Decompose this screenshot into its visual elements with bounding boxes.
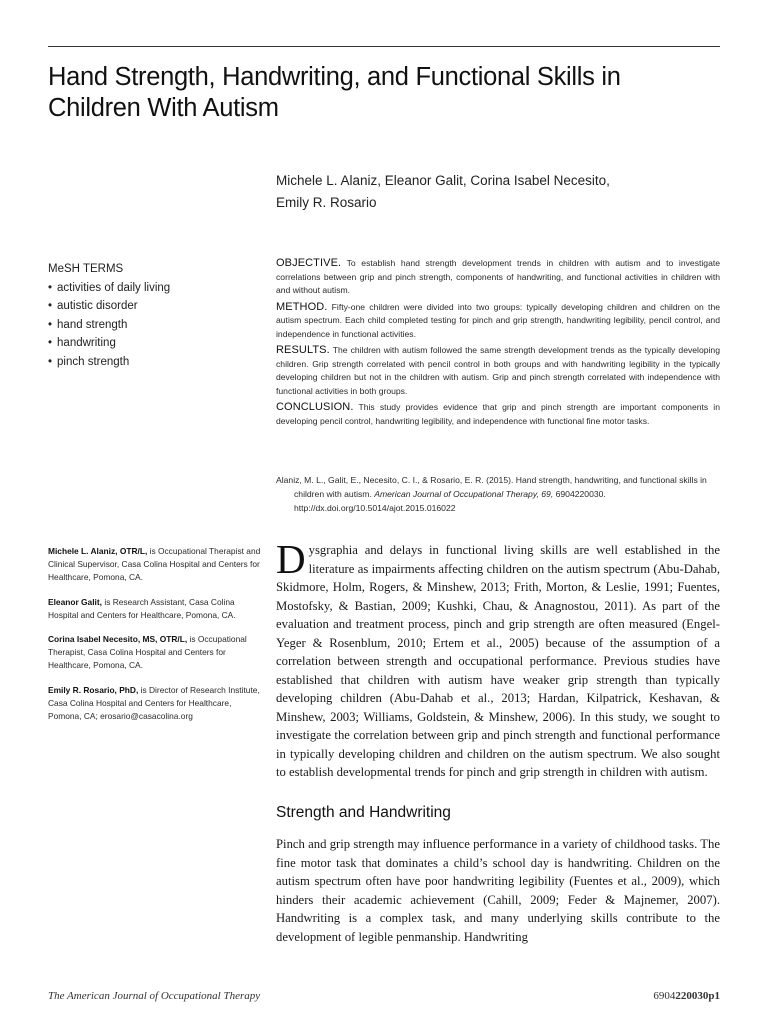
top-rule [48, 46, 720, 47]
affiliation-text: is Occupational Therapist, Casa Colina Hospital and Centers for Healthcare, Pomona, CA. [48, 634, 247, 671]
abstract-conclusion-text: This study provides evidence that grip and pinch strength are important components in developing pencil control, handwriting legibility, and independence with functional fine motor tasks. [276, 402, 720, 426]
footer-journal-name: The American Journal of Occupational Therapy [48, 990, 261, 1002]
drop-cap: D [276, 536, 306, 582]
affiliation-name: Corina Isabel Necesito, MS, OTR/L, [48, 634, 188, 645]
affiliation [48, 684, 263, 724]
affiliation [48, 633, 263, 673]
page-number-prefix: 6904 [653, 990, 676, 1002]
abstract-method-text: Fifty-one children were divided into two groups: typically developing children and children on the autism spectrum. Each child completed testing for pinch and grip strength, handwriting legibility, pencil control, and independence in functional activities. [276, 301, 720, 339]
author-affiliations [48, 545, 263, 734]
affiliation-text: is Director of Research Institute, Casa Colina Hospital and Centers for Healthcare, Pomona, CA; erosario@casacolina.org [48, 684, 260, 722]
body-text [276, 536, 720, 946]
article-title: Hand Strength, Handwriting, and Functional Skills in Children With Autism [48, 63, 621, 122]
affiliation-text: is Research Assistant, Casa Colina Hospital and Centers for Healthcare, Pomona, CA. [48, 596, 236, 620]
page-number-suffix: 220030p1 [675, 990, 720, 1002]
mesh-term: • autistic disorder [48, 297, 258, 316]
citation-authors-title: Alaniz, M. L., Galit, E., Necesito, C. I., & Rosario, E. R. (2015). Hand strength, handwriting, and functional skills in children with autism. [276, 475, 707, 499]
abstract-objective-label: OBJECTIVE. [276, 257, 342, 269]
abstract-objective-text: To establish hand strength development trends in children with autism and to investigate correlations between grip and pinch strength, components of handwriting, and functional activities in children with and without autism. [276, 258, 721, 295]
abstract-results-label: RESULTS. [276, 344, 330, 356]
affiliation [48, 545, 263, 585]
abstract-conclusion-label: CONCLUSION. [276, 401, 354, 413]
mesh-terms-title: MeSH TERMS [48, 263, 124, 275]
mesh-terms-box [48, 260, 258, 371]
mesh-terms-list [48, 279, 258, 372]
mesh-term: • hand strength [48, 316, 258, 335]
citation-doi: 6904220030. http://dx.doi.org/10.5014/ajot.2015.016022 [294, 489, 606, 513]
mesh-term: • handwriting [48, 334, 258, 353]
section-paragraph: Pinch and grip strength may influence performance in a variety of childhood tasks. The fine motor task that dominates a child’s school day is handwriting. Children on the autism spectrum often have poor handwriting legibility (Fuentes et al., 2009), which hinders their academic achievement (Cahill, 2009; Feder & Majnemer, 2007). Handwriting is a complex task, and many underlying skills contribute to the development of legible penmanship. Handwriting [276, 837, 720, 944]
affiliation-name: Eleanor Galit, [48, 596, 102, 607]
abstract-conclusion [276, 401, 720, 428]
affiliation-name: Emily R. Rosario, PhD, [48, 684, 139, 695]
abstract-objective [276, 257, 720, 298]
abstract-results-text: The children with autism followed the same strength development trends as the typically developing children. Grip strength correlated with pencil control in both groups and with handwriting legibility in the typically developing children but not in the children with autism. Grip and pinch strength correlated with independence with functional activities in both groups. [276, 345, 720, 396]
section-heading: Strength and Handwriting [276, 803, 451, 821]
mesh-term: • activities of daily living [48, 279, 258, 298]
affiliation [48, 596, 263, 622]
affiliation-text: is Occupational Therapist and Clinical Supervisor, Casa Colina Hospital and Centers for Healthcare, Pomona, CA. [48, 546, 261, 583]
authors-line-2: Emily R. Rosario [276, 195, 377, 210]
footer-page-number [653, 990, 720, 1002]
abstract [276, 257, 720, 431]
abstract-method [276, 301, 720, 342]
affiliation-name: Michele L. Alaniz, OTR/L, [48, 546, 148, 556]
abstract-results [276, 344, 720, 398]
authors-line-1: Michele L. Alaniz, Eleanor Galit, Corina Isabel Necesito, [276, 173, 610, 188]
mesh-term: • pinch strength [48, 353, 258, 372]
author-list [276, 170, 716, 214]
abstract-method-label: METHOD. [276, 300, 328, 313]
citation-journal: American Journal of Occupational Therapy, 69, [374, 489, 554, 499]
intro-paragraph-text: ysgraphia and delays in functional living skills are well established in the literature as impairments affecting children on the autism spectrum (Abu-Dahab, Skidmore, Holm, Rogers, & Minshew, 2013; Frith, Morton, & Leslie, 1991; Fuentes, Mostofsky, & Bastian, 2009; Kushki, Chau, & Anagnostou, 2011). As part of the evaluation and treatment process, pinch and grip strength are often measured (Engel-Yeger & Rosenblum, 2010; Ertem et al., 2005) because of the assumption of a correlation between strength and occupational performance. Previous studies have established that children with autism have weaker grip strength than typically developing children (Abu-Dahab et al., 2013; Hardan, Kilpatrick, Keshavan, & Minshew, 2003; Williams, Goldstein, & Minshew, 2006). In this study, we sought to investigate the correlation between grip and pinch strength and functional performance in typically developing children and children on the autism spectrum. We also sought to establish developmental trends for pinch and grip strength in children with autism. [276, 543, 720, 779]
intro-paragraph [276, 536, 720, 782]
citation [276, 473, 720, 515]
